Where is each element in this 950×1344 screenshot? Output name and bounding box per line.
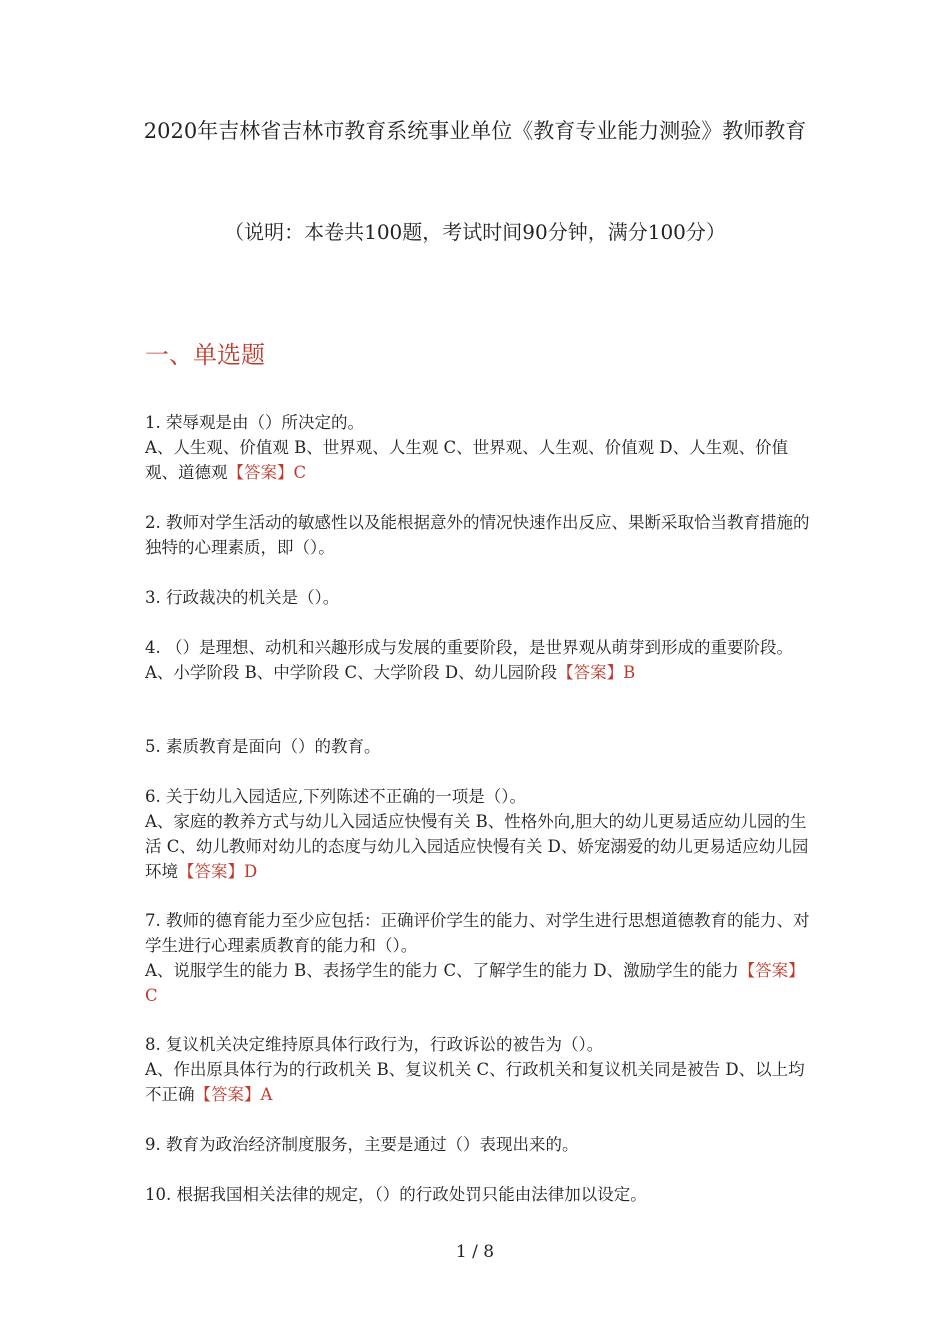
question-9 — [145, 1132, 810, 1157]
question-stem: 2. 教师对学生活动的敏感性以及能根据意外的情况快速作出反应、果断采取恰当教育措施的独特的心理素质，即（）。 — [145, 513, 810, 557]
answer-label: 【答案】B — [557, 663, 636, 682]
question-stem: 7. 教师的德育能力至少应包括：正确评价学生的能力、对学生进行思想道德教育的能力、对学生进行心理素质教育的能力和（）。 — [145, 911, 810, 955]
page-title: 2020年吉林省吉林市教育系统事业单位《教育专业能力测验》教师教育 — [143, 119, 807, 143]
question-stem: 8. 复议机关决定维持原具体行政行为，行政诉讼的被告为（）。 — [145, 1035, 604, 1054]
question-5 — [145, 734, 810, 759]
question-stem: 5. 素质教育是面向（）的教育。 — [145, 737, 381, 756]
question-stem: 4. （）是理想、动机和兴趣形成与发展的重要阶段，是世界观从萌芽到形成的重要阶段。 — [145, 638, 793, 657]
question-8 — [145, 1032, 810, 1107]
section-heading: 一、单选题 — [145, 341, 265, 369]
answer-label: 【答案】D — [178, 862, 258, 881]
question-1 — [145, 410, 810, 485]
answer-label: 【答案】A — [194, 1085, 273, 1104]
question-options: A、家庭的教养方式与幼儿入园适应快慢有关 B、性格外向,胆大的幼儿更易适应幼儿园的生活 C、幼儿教师对幼儿的态度与幼儿入园适应快慢有关 D、娇宠溺爱的幼儿更易适应幼儿园环境 — [145, 812, 809, 881]
page-subtitle: （说明：本卷共100题，考试时间90分钟，满分100分） — [224, 220, 726, 244]
question-4 — [145, 635, 810, 685]
question-options: A、说服学生的能力 B、表扬学生的能力 C、了解学生的能力 D、激励学生的能力 — [145, 961, 739, 980]
question-10 — [145, 1182, 810, 1207]
answer-label: 【答案】C — [145, 961, 805, 1005]
page-number: 1 / 8 — [455, 1242, 495, 1262]
question-stem: 9. 教育为政治经济制度服务，主要是通过（）表现出来的。 — [145, 1135, 579, 1154]
answer-label: 【答案】C — [227, 463, 307, 482]
question-stem: 10. 根据我国相关法律的规定，（）的行政处罚只能由法律加以设定。 — [145, 1185, 647, 1204]
question-stem: 3. 行政裁决的机关是（）。 — [145, 588, 340, 607]
question-3 — [145, 585, 810, 610]
question-options: A、小学阶段 B、中学阶段 C、大学阶段 D、幼儿园阶段 — [145, 663, 558, 682]
question-stem: 6. 关于幼儿入园适应,下列陈述不正确的一项是（）。 — [145, 787, 526, 806]
question-2 — [145, 510, 810, 560]
question-6 — [145, 784, 810, 884]
question-options: A、人生观、价值观 B、世界观、人生观 C、世界观、人生观、价值观 D、人生观、价值观、道德观 — [145, 438, 789, 482]
question-7 — [145, 908, 810, 1008]
question-stem: 1. 荣辱观是由（）所决定的。 — [145, 413, 364, 432]
question-options: A、作出原具体行为的行政机关 B、复议机关 C、行政机关和复议机关同是被告 D、以上均不正确 — [145, 1060, 805, 1104]
